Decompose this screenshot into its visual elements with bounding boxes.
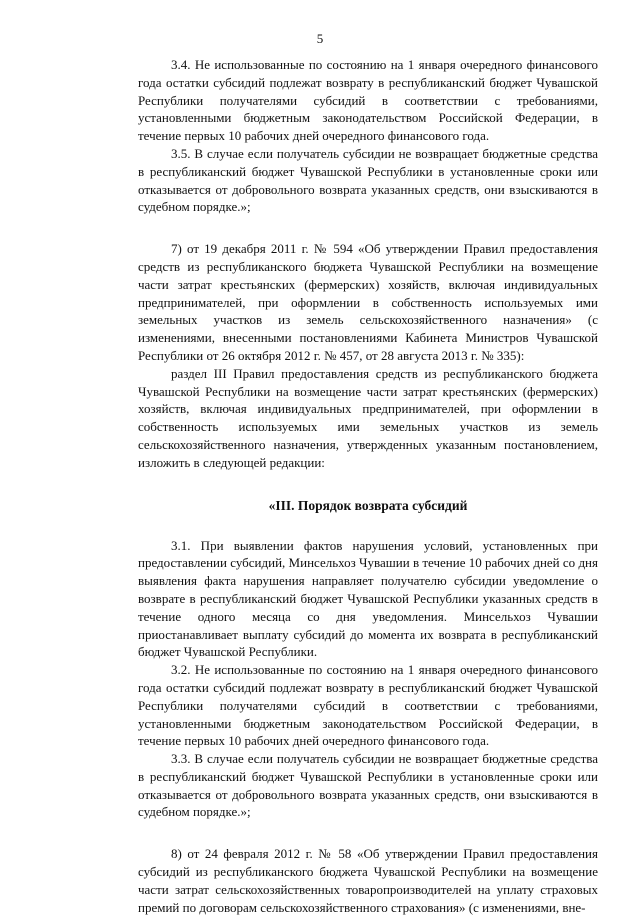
paragraph-3-1: 3.1. При выявлении фактов нарушения условий, установленных при предоставлении субсидий, Минсельхоз Чувашии в течение 10 рабочих дней со дня выявления факта нарушения направляет получателю субсидии уведомление о возврате в республиканский бюджет Чувашской Республики указанных средств в течение одного месяца со дня уведомления. Минсельхоз Чувашии приостанавливает выплату субсидий до момента их возврата в республиканский бюджет Чувашской Республики. <box>138 537 598 660</box>
paragraph-section-iii-intro: раздел III Правил предоставления средств из республиканского бюджета Чувашской Республики на возмещение части затрат крестьянских (фермерских) хозяйств, включая индивидуальных предпринимателей, при оформлении в собственность используемых ими земельных участков из земель сельскохозяйственного назначения, утвержденных указанным постановлением, изложить в следующей редакции: <box>138 365 598 470</box>
paragraph-3-4: 3.4. Не использованные по состоянию на 1 января очередного финансового года остатки субсидий подлежат возврату в республиканский бюджет Чувашской Республики получателями субсидий в соответствии с требованиями, установленными бюджетным законодательством Российской Федерации, в течение первых 10 рабочих дней очередного финансового года. <box>138 57 598 144</box>
paragraph-3-2: 3.2. Не использованные по состоянию на 1 января очередного финансового года остатки субсидий подлежат возврату в республиканский бюджет Чувашской Республики получателями субсидий в соответствии с требованиями, установленными бюджетным законодательством Российской Федерации, в течение первых 10 рабочих дней очередного финансового года. <box>138 662 598 749</box>
page-number: 5 <box>316 31 324 46</box>
document-body <box>138 56 598 916</box>
paragraph-3-3: 3.3. В случае если получатель субсидии не возвращает бюджетные средства в республиканский бюджет Чувашской Республики в установленные сроки или отказывается от добровольного возврата указанных средств, они взыскиваются в судебном порядке.»; <box>138 751 598 820</box>
paragraph-item-7: 7) от 19 декабря 2011 г. № 594 «Об утверждении Правил предоставления средств из республиканского бюджета Чувашской Республики на возмещение части затрат крестьянских (фермерских) хозяйств, включая индивидуальных предпринимателей, при оформлении в собственность используемых ими земельных участков из земель сельскохозяйственного назначения» (с изменениями, внесенными постановлениями Кабинета Министров Чувашской Республики от 26 октября 2012 г. № 457, от 28 августа 2013 г. № 335): <box>138 241 598 363</box>
section-heading: «III. Порядок возврата субсидий <box>268 497 468 513</box>
paragraph-item-8: 8) от 24 февраля 2012 г. № 58 «Об утверждении Правил предоставления субсидий из республиканского бюджета Чувашской Республики на возмещение части затрат сельскохозяйственных товаропроизводителей на уплату страховых премий по договорам сельскохозяйственного страхования» (с изменениями, вне- <box>138 846 598 915</box>
paragraph-3-5: 3.5. В случае если получатель субсидии не возвращает бюджетные средства в республиканский бюджет Чувашской Республики в установленные сроки или отказывается от добровольного возврата указанных средств, они взыскиваются в судебном порядке.»; <box>138 145 598 215</box>
